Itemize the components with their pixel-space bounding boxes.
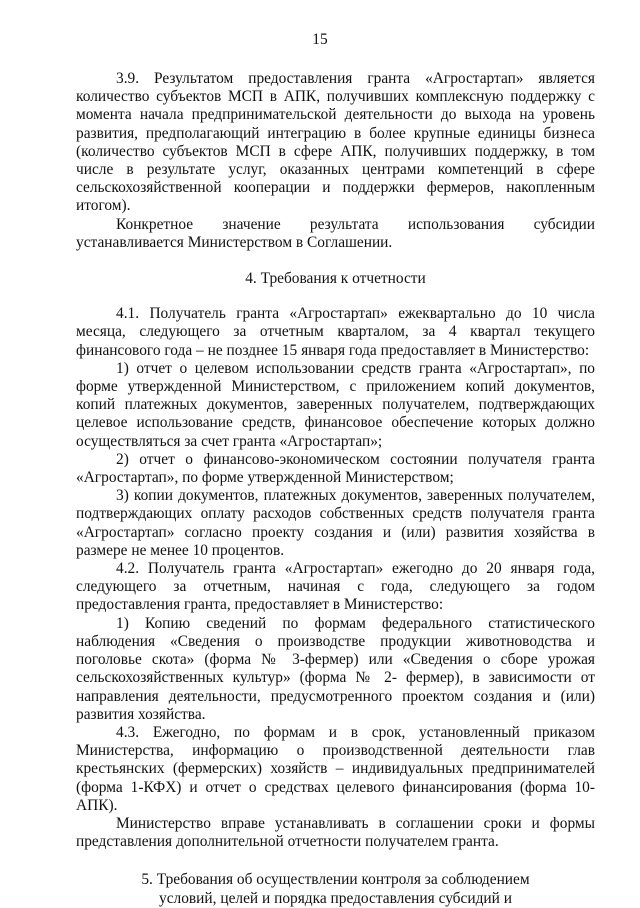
section-5-heading-line-1: 5. Требования об осуществлении контроля за соблюдением <box>141 871 530 889</box>
paragraph-4-1: 4.1. Получатель гранта «Агростартап» ежеквартально до 10 числа месяца, следующего за отчетным кварталом, за 4 квартал текущего финансового года – не позднее 15 января года предоставляет в Министерство: <box>76 305 595 359</box>
paragraph-3-9: 3.9. Результатом предоставления гранта «Агростартап» является количество субъектов МСП в АПК, получивших комплексную поддержку с момента начала предпринимательской деятельности до выхода на уровень развития, предполагающий интеграцию в более крупные единицы бизнеса (количество субъектов МСП в сфере АПК, получивших поддержку, в том числе в результате услуг, оказанных центрами компетенций в сфере сельскохозяйственной кооперации и поддержки фермеров, накопленным итогом). <box>76 70 595 215</box>
paragraph-4-2: 4.2. Получатель гранта «Агростартап» ежегодно до 20 января года, следующего за отчетным, начиная с года, следующего за годом предоставления гранта, предоставляет в Министерство: <box>76 560 595 614</box>
section-5-heading-line-2: условий, целей и порядка предоставления субсидий и <box>159 889 512 907</box>
paragraph-additional-reporting: Министерство вправе устанавливать в соглашении сроки и формы представления дополнительной отчетности получателем гранта. <box>76 814 595 851</box>
paragraph-4-1-item-1: 1) отчет о целевом использовании средств гранта «Агростартап», по форме утвержденной Министерством, с приложением копий документов, копий платежных документов, заверенных получателем, подтверждающих целевое использование средств, финансовое обеспечение которых должно осуществляться за счет гранта «Агростартап»; <box>76 359 595 450</box>
document-body <box>76 70 595 908</box>
paragraph-4-2-item-1: 1) Копию сведений по формам федерального статистического наблюдения «Сведения о производстве продукции животноводства и поголовье скота» (форма № 3-фермер) или «Сведения о сборе урожая сельскохозяйственных культур» (форма № 2- фермер), в зависимости от направления деятельности, предусмотренного проектом создания и (или) развития хозяйства. <box>76 614 595 723</box>
paragraph-4-1-item-2: 2) отчет о финансово-экономическом состоянии получателя гранта «Агростартап», по форме утвержденной Министерством; <box>76 450 595 487</box>
section-4-heading: 4. Требования к отчетности <box>245 270 426 288</box>
paragraph-4-1-item-3: 3) копии документов, платежных документов, заверенных получателем, подтверждающих оплату расходов собственных средств получателя гранта «Агростартап» согласно проекту создания и (или) развития хозяйства в размере не менее 10 процентов. <box>76 487 595 559</box>
paragraph-4-3: 4.3. Ежегодно, по формам и в срок, установленный приказом Министерства, информацию о производственной деятельности глав крестьянских (фермерских) хозяйств – индивидуальных предпринимателей (форма 1-КФХ) и отчет о средствах целевого финансирования (форма 10-АПК). <box>76 723 595 814</box>
paragraph-result-value: Конкретное значение результата использования субсидии устанавливается Министерством в Соглашении. <box>76 215 595 251</box>
page-number: 15 <box>312 31 328 48</box>
